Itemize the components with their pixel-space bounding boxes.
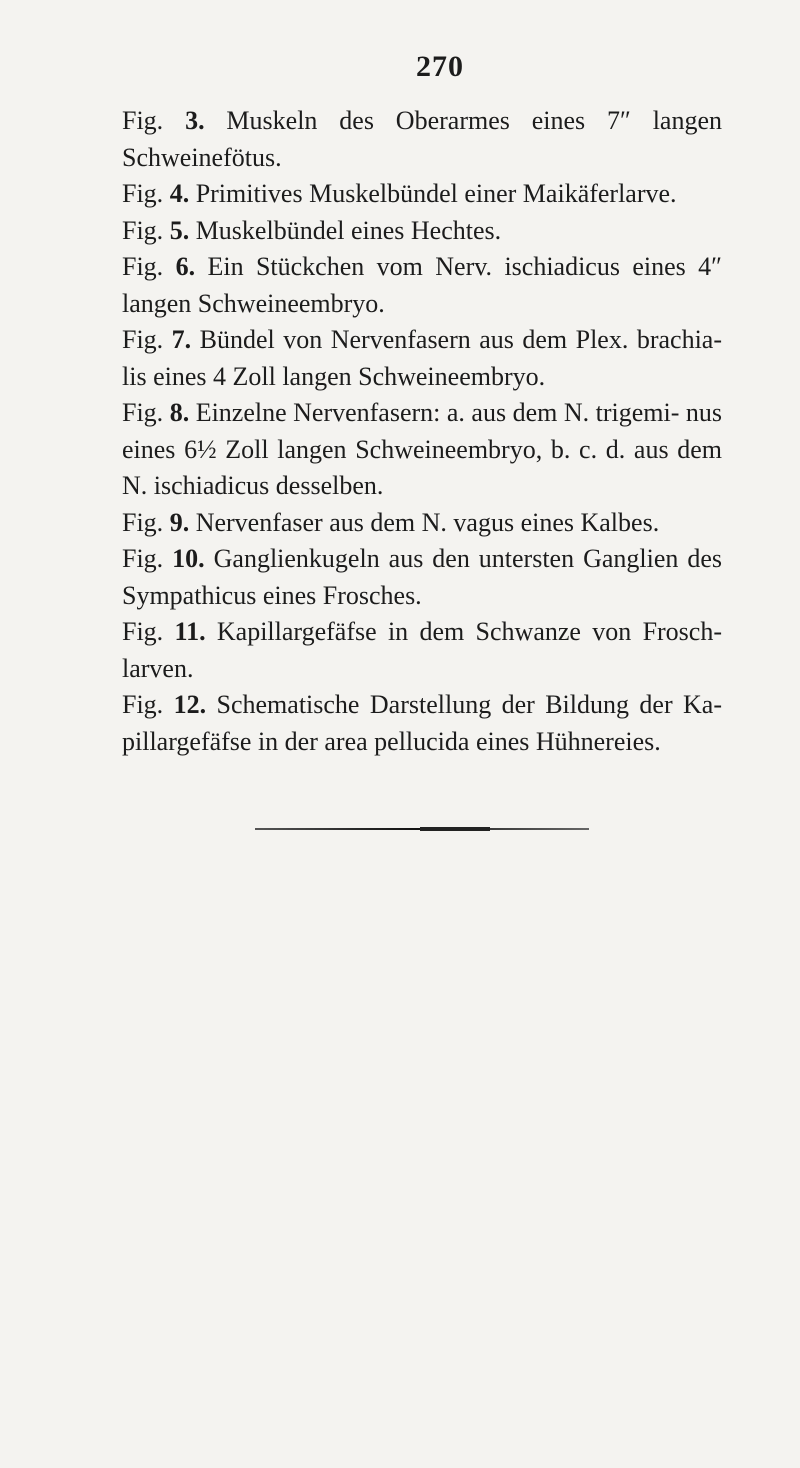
figure-number: 5. [169, 215, 190, 245]
figure-caption [122, 687, 722, 760]
figure-caption-text: Primitives Muskelbündel einer Maikäferlarve. [189, 179, 677, 208]
figure-caption [122, 505, 722, 542]
figure-number: 6. [175, 252, 196, 281]
section-divider-rule [255, 828, 589, 830]
figure-number: 9. [169, 507, 190, 537]
figure-caption-text: Schematische Darstellung der Bildung der Ka- pillargefäfse in der area pellucida eines Hühnereies. [122, 690, 723, 756]
figure-caption [122, 103, 722, 176]
figure-caption [122, 213, 722, 250]
figure-label: Fig. [122, 690, 164, 719]
figure-label: Fig. [122, 507, 164, 537]
figure-label: Fig. [122, 325, 164, 354]
figure-label: Fig. [122, 252, 164, 281]
figure-caption-text: Muskelbündel eines Hechtes. [189, 215, 502, 245]
figure-caption-text: Nervenfaser aus dem N. vagus eines Kalbes. [189, 507, 660, 537]
figure-number: 8. [169, 398, 190, 427]
figure-caption [122, 176, 722, 213]
figure-caption [122, 614, 722, 687]
figure-number: 3. [185, 106, 205, 135]
figure-caption-text: Bündel von Nervenfasern aus dem Plex. brachia- lis eines 4 Zoll langen Schweineembryo. [122, 325, 722, 391]
figure-caption [122, 249, 722, 322]
page-number: 270 [416, 50, 464, 83]
figure-number: 4. [169, 179, 190, 208]
figure-label: Fig. [122, 617, 164, 646]
figure-number: 7. [171, 325, 192, 354]
figure-number: 12. [173, 690, 207, 719]
figure-caption [122, 395, 722, 505]
figure-label: Fig. [122, 179, 164, 208]
figure-number: 11. [174, 617, 206, 646]
figure-caption [122, 322, 722, 395]
figure-label: Fig. [122, 215, 164, 245]
figure-label: Fig. [122, 544, 164, 573]
figure-label: Fig. [122, 106, 164, 135]
figure-captions-list [122, 103, 722, 760]
figure-caption-text: Einzelne Nervenfasern: a. aus dem N. trigemi- nus eines 6½ Zoll langen Schweineembryo, b. c. d. aus dem N. ischiadicus desselben. [122, 398, 722, 500]
figure-caption-text: Kapillargefäfse in dem Schwanze von Frosch- larven. [122, 617, 723, 683]
figure-label: Fig. [122, 398, 164, 427]
figure-caption [122, 541, 722, 614]
figure-caption-text: Ganglienkugeln aus den untersten Ganglien des Sympathicus eines Frosches. [122, 544, 722, 610]
figure-caption-text: Ein Stückchen vom Nerv. ischiadicus eines 4″ langen Schweineembryo. [122, 252, 722, 318]
figure-caption-text: Muskeln des Oberarmes eines 7″ langen Schweinefötus. [122, 106, 722, 172]
figure-number: 10. [172, 544, 205, 573]
